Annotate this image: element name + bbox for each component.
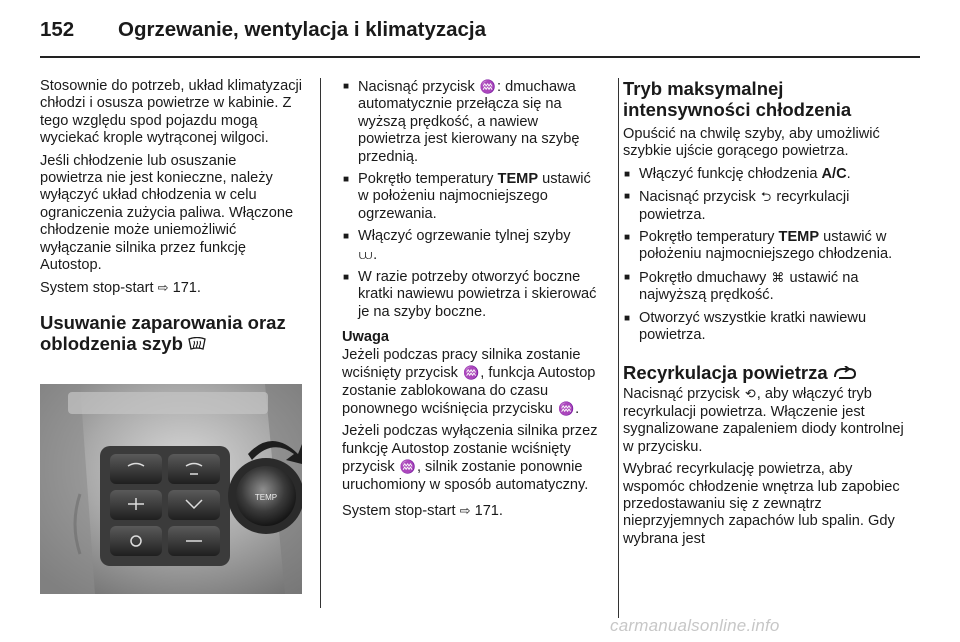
page-number: 152 bbox=[40, 18, 75, 41]
instruction-text: Pokrętło temperatury bbox=[639, 229, 775, 246]
paragraph-text: , aby włączyć tryb recyrkulacji powietrza. Włączenie jest sygnalizowane zapaleniem diody kontrolnej w przycisku. bbox=[623, 386, 904, 455]
reference-arrow-icon: ⇨ bbox=[459, 502, 471, 518]
instruction-text: : dmuchawa automatycznie przełącza się na wyższą prędkość, a nawiew powietrza jest kierowany na szybę przednią. bbox=[358, 79, 580, 165]
instruction-item bbox=[623, 229, 915, 264]
paragraph-text: Nacisnąć przycisk bbox=[623, 386, 740, 403]
rear-window-heat-icon: ⩊ bbox=[359, 246, 373, 262]
cross-ref-text: System stop-start bbox=[40, 280, 154, 297]
windshield-defrost-icon: ♒ bbox=[479, 79, 497, 94]
paragraph bbox=[342, 502, 602, 520]
paragraph bbox=[40, 279, 302, 297]
note-paragraph bbox=[342, 423, 602, 494]
instruction-text: Otworzyć wszystkie kratki nawiewu powietrza. bbox=[639, 309, 867, 344]
column-2 bbox=[342, 78, 602, 525]
instruction-item: ■ Włączyć ogrzewanie tylnej szyby ⩊. bbox=[342, 228, 602, 264]
panel-illustration bbox=[40, 384, 302, 594]
instruction-item: ■ Włączyć funkcję chłodzenia A/C. bbox=[623, 166, 915, 183]
instruction-text: Nacisnąć przycisk bbox=[639, 189, 756, 206]
control-label: TEMP bbox=[497, 171, 539, 188]
instruction-text: ustawić w położeniu najmocniejszego ogrzewania. bbox=[358, 171, 591, 222]
paragraph bbox=[623, 385, 915, 456]
instruction-item bbox=[342, 171, 602, 223]
chapter-title: Ogrzewanie, wentylacja i klimatyzacja bbox=[118, 18, 487, 41]
instruction-text: Pokrętło temperatury bbox=[358, 171, 494, 188]
paragraph: Jeśli chłodzenie lub osuszanie powietrza nie jest konieczne, należy wyłączyć układ chłodzenia w celu ograniczenia zużycia paliwa. Włączone chłodzenie może uniemożliwić wyłączanie silnika przez funkcję Autostop. bbox=[40, 152, 294, 274]
column-3 bbox=[623, 78, 915, 553]
instruction-item bbox=[342, 269, 602, 321]
instruction-item bbox=[623, 310, 915, 345]
page-header bbox=[40, 18, 920, 50]
note-text: , silnik zostanie ponownie uruchomiony w sposób automatyczny. bbox=[342, 459, 589, 493]
section-heading-text: Usuwanie zaparowania oraz oblodzenia szyb bbox=[40, 311, 286, 354]
air-recirculation-icon bbox=[833, 366, 857, 380]
instruction-text: ustawić na najwyższą prędkość. bbox=[639, 269, 859, 304]
instruction-text: Włączyć funkcję chłodzenia bbox=[639, 165, 818, 182]
section-heading: Tryb maksymalnej intensywności chłodzenia bbox=[623, 78, 852, 120]
instruction-text: W razie potrzeby otworzyć boczne kratki nawiewu powietrza i skierować je na szyby boczne. bbox=[358, 269, 597, 320]
windshield-defrost-icon: ♒ bbox=[463, 365, 480, 381]
section-heading bbox=[623, 362, 915, 383]
knob-label: TEMP bbox=[254, 493, 278, 502]
header-divider bbox=[40, 56, 920, 58]
instruction-text: Pokrętło dmuchawy bbox=[639, 269, 767, 286]
page-ref: 171. bbox=[172, 280, 201, 297]
note-heading: Uwaga bbox=[342, 329, 390, 346]
note-text: Jeżeli podczas pracy silnika zostanie wciśnięty przycisk bbox=[342, 346, 581, 382]
windshield-defrost-icon: ♒ bbox=[557, 400, 575, 416]
instruction-item bbox=[623, 269, 915, 305]
instruction-text: Nacisnąć przycisk bbox=[358, 79, 475, 95]
section-heading-text: Recyrkulacja powietrza bbox=[623, 362, 828, 384]
column-1 bbox=[40, 78, 302, 360]
note-paragraph: Jeżeli podczas pracy silnika zostanie wciśnięty przycisk ♒, funkcja Autostop zostanie zablokowana do czasu ponownego wciśnięcia przycisku ♒. bbox=[342, 346, 596, 417]
column-divider bbox=[618, 78, 619, 618]
section-heading bbox=[40, 312, 302, 354]
windshield-defrost-icon: ♒ bbox=[399, 459, 416, 475]
climate-control-panel-image bbox=[40, 384, 302, 594]
instruction-item bbox=[623, 188, 915, 224]
instruction-text: recyrkulacji powietrza. bbox=[639, 189, 850, 223]
page-ref: 171. bbox=[474, 502, 503, 519]
note-text: funkcja Autostop zostanie zablokowana do czasu ponownego wciśnięcia przycisku bbox=[342, 365, 596, 417]
windshield-defrost-icon bbox=[188, 337, 206, 351]
cross-ref-text: System stop-start bbox=[342, 502, 456, 519]
instruction-text: ustawić w położeniu najmocniejszego chłodzenia. bbox=[639, 229, 893, 263]
column-divider bbox=[320, 78, 321, 608]
fan-icon: ⌘ bbox=[771, 269, 785, 285]
instruction-item bbox=[342, 78, 602, 166]
control-label: A/C bbox=[821, 165, 847, 182]
paragraph: Opuścić na chwilę szyby, aby umożliwić szybkie ujście gorącego powietrza. bbox=[623, 126, 880, 160]
reference-arrow-icon: ⇨ bbox=[157, 280, 169, 296]
paragraph: Wybrać recyrkulację powietrza, aby wspomóc chłodzenie wnętrza lub zapobiec przedostawaniu się z zewnątrz nieprzyjemnych zapachów lub spalin. Gdy wybrana jest bbox=[623, 461, 900, 547]
paragraph: Stosownie do potrzeb, układ klimatyzacji chłodzi i osusza powietrze w kabinie. Z tego względu spod pojazdu mogą wyciekać krople wytrąconej wilgoci. bbox=[40, 78, 303, 147]
air-recirculation-icon: ⮌ bbox=[760, 189, 772, 205]
note-text: Jeżeli podczas wyłączenia silnika przez funkcję Autostop zostanie wciśnięty przycisk bbox=[342, 423, 598, 476]
air-recirculation-icon: ⟲ bbox=[744, 386, 756, 402]
instruction-text: Włączyć ogrzewanie tylnej szyby bbox=[358, 228, 571, 245]
watermark: carmanualsonline.info bbox=[610, 616, 780, 635]
control-label: TEMP bbox=[778, 229, 820, 246]
